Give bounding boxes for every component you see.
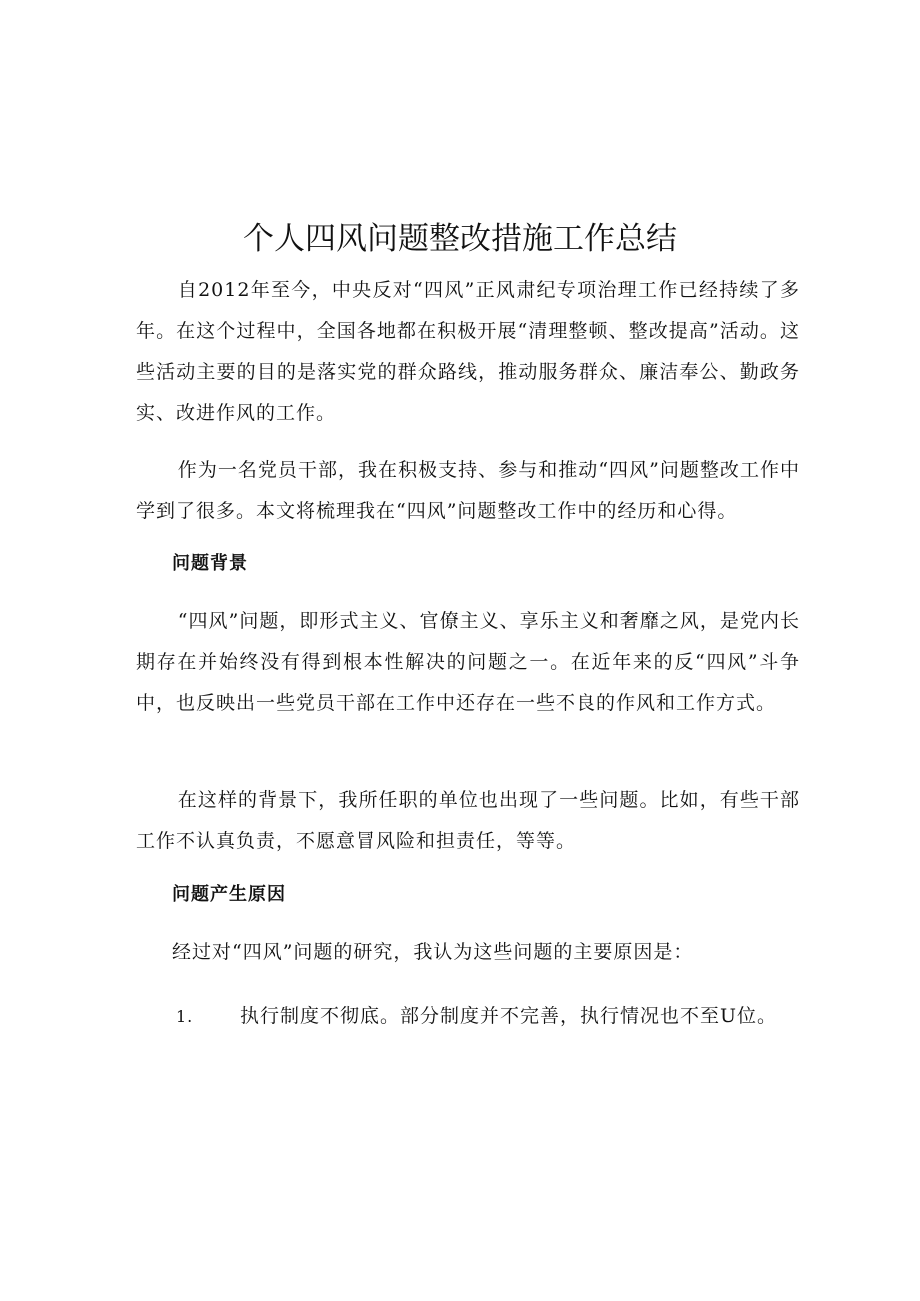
list-item-text: 执行制度不彻底。部分制度并不完善，执行情况也不至U位。 — [240, 1005, 778, 1027]
section-heading-background: 问题背景 — [172, 553, 248, 574]
document-title: 个人四风问题整改措施工作总结 — [243, 221, 677, 257]
intro-paragraph-1: 自2012年至今，中央反对“四风”正风肃纪专项治理工作已经持续了多年。在这个过程中，全国各地都在积极开展“清理整顿、整改提高”活动。这些活动主要的目的是落实党的群众路线，推动服务群众、廉洁奉公、勤政务实、改进作风的工作。 — [136, 279, 800, 424]
causes-intro: 经过对“四风”问题的研究，我认为这些问题的主要原因是： — [172, 941, 694, 963]
list-item — [176, 998, 777, 1035]
list-item-number: 1. — [176, 1007, 194, 1026]
background-paragraph-2: 在这样的背景下，我所任职的单位也出现了一些问题。比如，有些干部工作不认真负责，不愿意冒风险和担责任，等等。 — [136, 789, 800, 852]
background-paragraph-1: “四风”问题，即形式主义、官僚主义、享乐主义和奢靡之风，是党内长期存在并始终没有得到根本性解决的问题之一。在近年来的反“四风”斗争中，也反映出一些党员干部在工作中还存在一些不良的作风和工作方式。 — [136, 610, 800, 714]
section-heading-causes: 问题产生原因 — [172, 884, 286, 905]
intro-paragraph-2: 作为一名党员干部，我在积极支持、参与和推动“四风”问题整改工作中学到了很多。本文将梳理我在“四风”问题整改工作中的经历和心得。 — [136, 459, 800, 522]
